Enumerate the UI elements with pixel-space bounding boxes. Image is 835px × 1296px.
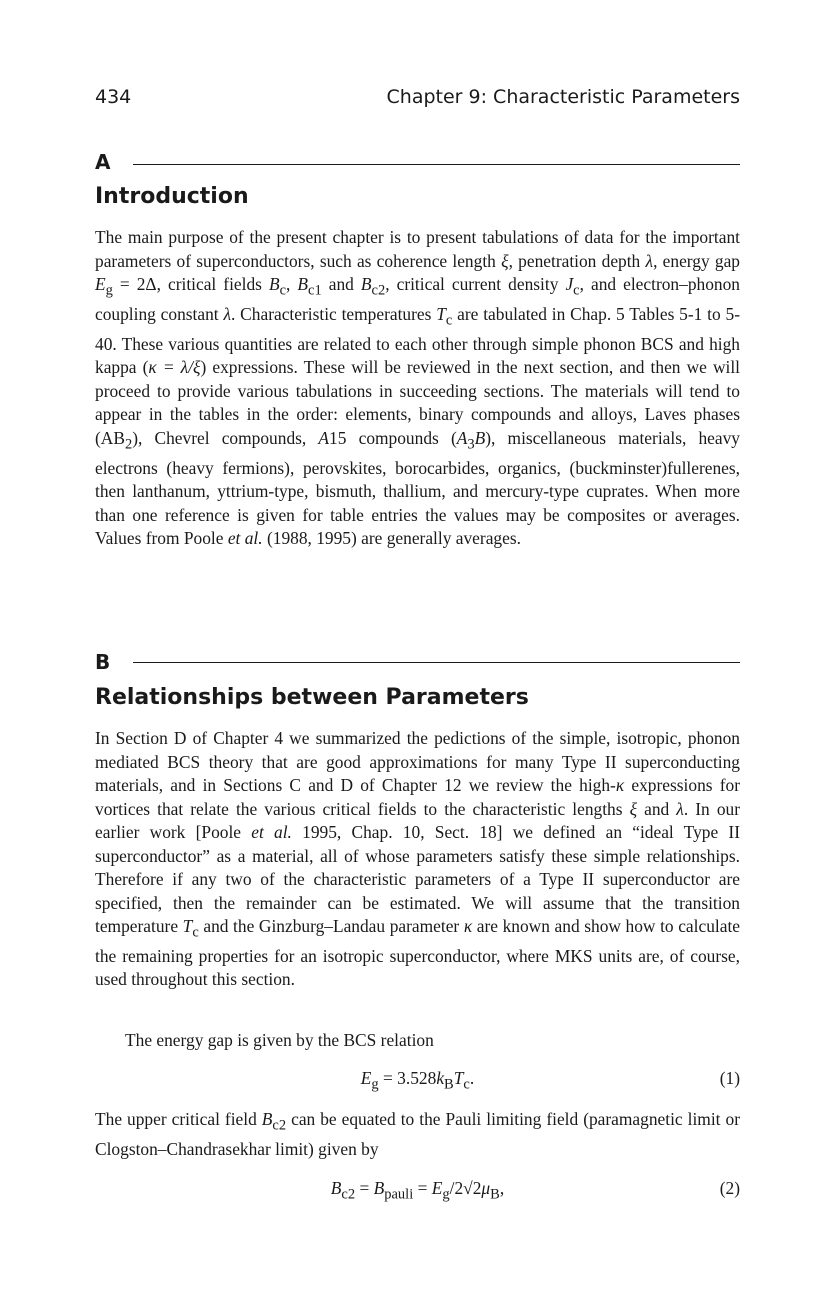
subscript: B bbox=[490, 1186, 500, 1203]
chapter-title: Chapter 9: Characteristic Parameters bbox=[386, 86, 740, 108]
text-run: . bbox=[469, 1068, 475, 1088]
symbol-kappa: κ bbox=[463, 916, 473, 936]
symbol-kappa: κ bbox=[615, 775, 625, 795]
page-number: 434 bbox=[95, 86, 132, 108]
equation-2 bbox=[95, 1175, 740, 1201]
symbol-t: T bbox=[453, 1068, 464, 1088]
symbol-b: B bbox=[373, 1178, 385, 1198]
subscript: g bbox=[105, 282, 113, 299]
symbol-b: B bbox=[360, 274, 372, 294]
text-run: , bbox=[286, 274, 298, 294]
text-run: expressions for vortices that relate the various critical fields to the characteristic lengths bbox=[95, 775, 741, 819]
subscript: c bbox=[573, 282, 580, 299]
text-run: ), miscellaneous materials, heavy electrons (heavy fermions), perovskites, borocarbides, organics, (buckminster)fullerenes, then lanthanum, yttrium-type, bismuth, thallium, and mercury-type cuprates. When more than one reference is given for table entries the values may be composites or averages. Values from Poole bbox=[95, 427, 741, 549]
subscript: c2 bbox=[341, 1186, 356, 1203]
symbol-e: E bbox=[95, 274, 106, 294]
subscript: c bbox=[463, 1076, 470, 1093]
symbol-lambda: λ bbox=[645, 250, 654, 271]
symbol-b: B bbox=[261, 1109, 273, 1129]
equation-2-number: (2) bbox=[719, 1178, 740, 1198]
symbol-b: B bbox=[297, 274, 309, 294]
subscript: pauli bbox=[384, 1186, 414, 1203]
section-b-paragraph-1 bbox=[95, 727, 740, 992]
running-head bbox=[95, 86, 740, 114]
text-run: can be equated to the Pauli limiting field (paramagnetic limit or Clogston–Chandrasekhar limit) given by bbox=[95, 1109, 740, 1159]
symbol-b: B bbox=[268, 274, 280, 294]
text-run: ) expressions. These will be reviewed in the next section, and then we will proceed to provide various tabulations in succeeding sections. The materials will tend to appear in the tables in the order: elements, binary compounds and alloys, Laves phases (AB bbox=[95, 357, 740, 448]
text-run: , and electron–phonon coupling constant bbox=[95, 274, 740, 324]
subscript: g bbox=[371, 1076, 379, 1093]
symbol-a: A bbox=[318, 427, 330, 448]
symbol-j: J bbox=[565, 274, 574, 294]
text-run: /2 bbox=[449, 1178, 464, 1198]
equation-1-number: (1) bbox=[719, 1068, 740, 1088]
subscript: c bbox=[445, 312, 453, 329]
subscript: B bbox=[444, 1076, 454, 1093]
text-run: = bbox=[355, 1178, 374, 1198]
text-run: ), Chevrel compounds, bbox=[132, 427, 319, 448]
symbol-b: B bbox=[330, 1178, 342, 1198]
et-al: et al. bbox=[251, 822, 292, 842]
kappa-expression: κ = λ/ξ bbox=[148, 357, 201, 378]
symbol-e: E bbox=[431, 1178, 443, 1198]
subscript: c bbox=[279, 282, 287, 299]
symbol-xi: ξ bbox=[501, 250, 509, 271]
text-run: , critical current density bbox=[385, 274, 566, 294]
section-b-letter: B bbox=[95, 650, 111, 674]
symbol-b: B bbox=[474, 427, 486, 448]
section-a-title: Introduction bbox=[95, 184, 249, 209]
subscript: 2 bbox=[124, 436, 133, 453]
sqrt-two: √2 bbox=[463, 1178, 482, 1198]
subscript: c bbox=[192, 924, 199, 941]
section-a-letter: A bbox=[95, 150, 111, 174]
text-run: . Characteristic temperatures bbox=[231, 303, 437, 324]
symbol-lambda: λ bbox=[676, 798, 684, 819]
text-run: 15 compounds ( bbox=[329, 427, 457, 448]
section-b-paragraph-2: The energy gap is given by the BCS relation bbox=[125, 1030, 434, 1050]
symbol-t: T bbox=[436, 303, 446, 324]
subscript: g bbox=[442, 1186, 450, 1203]
symbol-mu: μ bbox=[481, 1178, 491, 1198]
text-run: , penetration depth bbox=[508, 250, 646, 271]
symbol-a: A bbox=[456, 427, 468, 448]
symbol-t: T bbox=[182, 916, 193, 936]
text-run: The main purpose of the present chapter is to present tabulations of data for the important parameters of superconductors, such as coherence length bbox=[95, 227, 740, 271]
text-run: and the Ginzburg–Landau parameter bbox=[198, 916, 464, 936]
section-b-rule bbox=[133, 662, 740, 663]
equation-1-expression bbox=[95, 1065, 740, 1097]
section-b-title: Relationships between Parameters bbox=[95, 685, 529, 710]
section-a-paragraph bbox=[95, 226, 740, 551]
subscript: c2 bbox=[371, 282, 386, 299]
equation-2-expression bbox=[95, 1175, 740, 1207]
symbol-xi: ξ bbox=[629, 798, 638, 819]
symbol-k: k bbox=[436, 1068, 445, 1088]
text-run: , bbox=[499, 1178, 505, 1198]
subscript: 3 bbox=[467, 436, 475, 453]
text-run: are known and show how to calculate the remaining properties for an isotropic superconductor, where MKS units are, of course, used throughout this section. bbox=[95, 916, 740, 990]
text-run: . In our earlier work [Poole bbox=[95, 798, 741, 842]
section-a-rule bbox=[133, 164, 740, 165]
text-run: = 3.528 bbox=[378, 1068, 437, 1088]
text-run: The upper critical field bbox=[95, 1109, 262, 1129]
et-al: et al. bbox=[227, 528, 263, 549]
text-run: are tabulated in Chap. 5 Tables 5-1 to 5-40. These various quantities are related to each other through simple phonon BCS and high kappa ( bbox=[95, 303, 741, 378]
symbol-e: E bbox=[360, 1068, 372, 1088]
text-run: 1995, Chap. 10, Sect. 18] we defined an “ideal Type II superconductor” as a material, all of whose parameters satisfy these simple relationships. Therefore if any two of the characteristic parameters of a Type II superconductor are specified, then the remainder can be estimated. We will assume that the transition temperature bbox=[95, 822, 741, 936]
text-run: (1988, 1995) are generally averages. bbox=[262, 528, 521, 549]
text-run: and bbox=[321, 274, 361, 294]
text-run: In Section D of Chapter 4 we summarized the pedictions of the simple, isotropic, phonon mediated BCS theory that are good approximations for many Type II superconducting materials, and in Sections C and D of Chapter 12 we review the high- bbox=[95, 728, 740, 795]
section-b-paragraph-3 bbox=[95, 1108, 740, 1161]
text-run: = 2Δ, critical fields bbox=[112, 274, 269, 294]
symbol-lambda: λ bbox=[223, 303, 232, 324]
equation-1 bbox=[95, 1065, 740, 1091]
subscript: c2 bbox=[272, 1117, 287, 1134]
text-run: = bbox=[413, 1178, 432, 1198]
subscript: c1 bbox=[308, 282, 322, 299]
text-run: , energy gap bbox=[653, 250, 741, 271]
text-run: and bbox=[637, 798, 677, 819]
